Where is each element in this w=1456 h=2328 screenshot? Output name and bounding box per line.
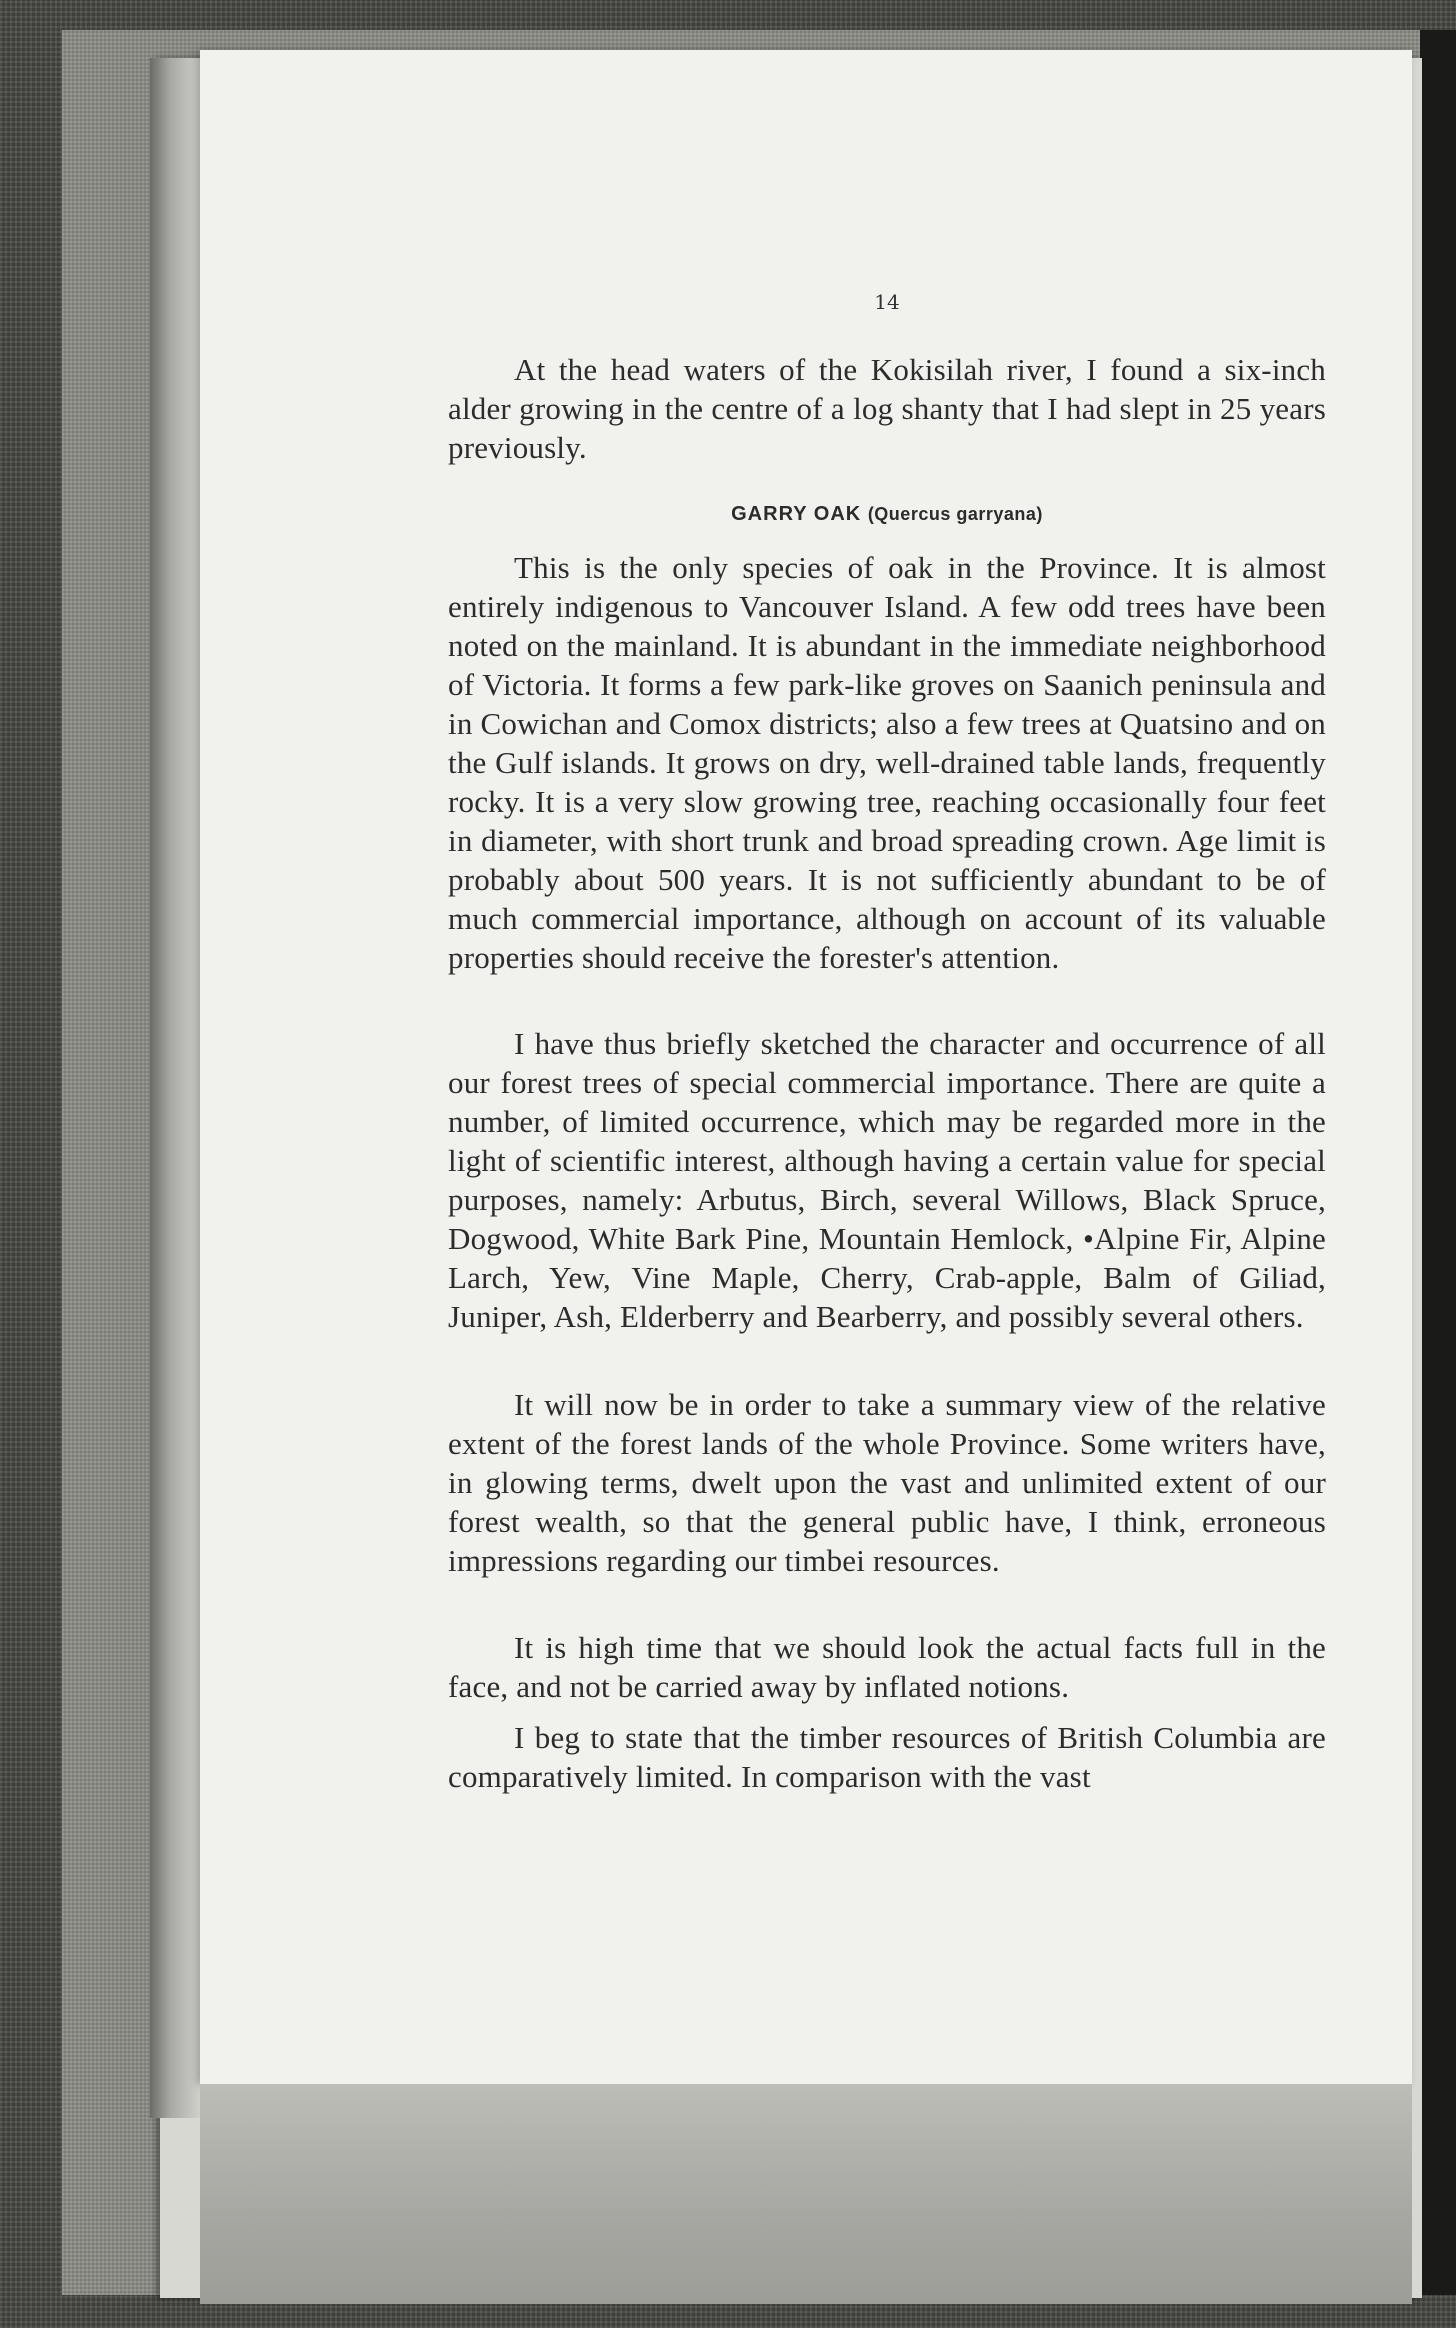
- heading-title: GARRY OAK: [731, 503, 862, 525]
- section-heading: [448, 503, 1326, 526]
- paragraph-actual-facts: It is high time that we should look the actual facts full in the face, and not be carried away by inflated notions.: [448, 1630, 1326, 1704]
- paragraph-garry-oak: This is the only species of oak in the Province. It is almost entirely indigenous to Vancouver Island. A few odd trees have been noted on the mainland. It is abundant in the immediate neighborhood of Victoria. It forms a few park-like groves on Saanich peninsula and in Cowichan and Comox districts; also a few trees at Quatsino and on the Gulf islands. It grows on dry, well-drained table lands, frequently rocky. It is a very slow growing tree, reaching occasionally four feet in diameter, with short trunk and broad spreading crown. Age limit is probably about 500 years. It is not sufficiently abundant to be of much commercial importance, although on account of its valuable properties should receive the forester's attention.: [448, 550, 1326, 975]
- heading-latin-name: (Quercus garryana): [867, 504, 1043, 524]
- paragraph-forest-extent: It will now be in order to take a summary view of the relative extent of the forest lands of the whole Province. Some writers have, in glowing terms, dwelt upon the vast and unlimited extent of our forest wealth, so that the general public have, I think, erroneous impressions regarding our timbei resources.: [448, 1387, 1326, 1578]
- paragraph-other-species: I have thus briefly sketched the character and occurrence of all our forest trees of special commercial importance. There are quite a number, of limited occurrence, which may be regarded more in the light of scientific interest, although having a certain value for special purposes, namely: Arbutus, Birch, several Willows, Black Spruce, Dogwood, White Bark Pine, Mountain Hemlock, •Alpine Fir, Alpine Larch, Yew, Vine Maple, Cherry, Crab-apple, Balm of Giliad, Juniper, Ash, Elderberry and Bearberry, and possibly several others.: [448, 1026, 1326, 1334]
- paragraph-timber-resources: I beg to state that the timber resources of British Columbia are comparatively limited. In comparison with the vast: [448, 1720, 1326, 1794]
- page-number: 14: [874, 290, 900, 314]
- book-spine-gutter: [150, 58, 200, 2118]
- page-bottom-shadow: [200, 2084, 1412, 2304]
- scan-edge: [1420, 30, 1456, 2295]
- paragraph-kokisilah: At the head waters of the Kokisilah river, I found a six-inch alder growing in the centre of a log shanty that I had slept in 25 years previously.: [448, 352, 1326, 465]
